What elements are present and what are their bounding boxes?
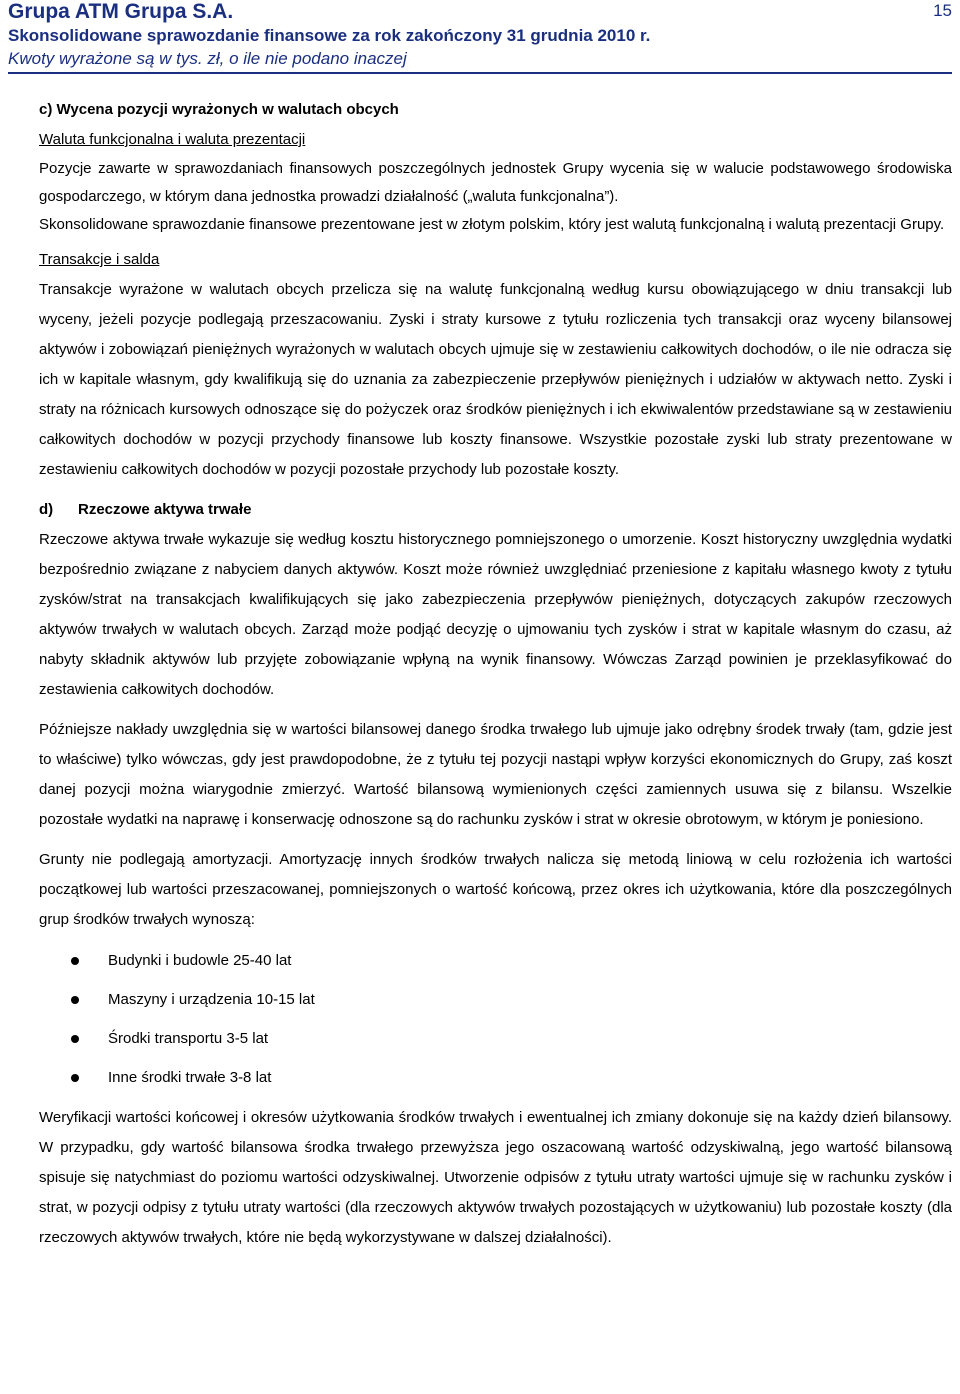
bullet-icon [71,1074,79,1082]
header-rule [8,72,952,74]
section-d-paragraph-2: Późniejsze nakłady uwzględnia się w wartości bilansowej danego środka trwałego lub ujmuje jako odrębny środek trwały (tam, gdzie jest to właściwe) tylko wówczas, gdy jest prawdopodobne, że z tytułu tej pozycji nastąpi wpływ korzyści ekonomicznych do Grupy, zaś koszt danej pozycji można wiarygodnie zmierzyć. Wartość bilansową wymienionych części zamiennych usuwa się z bilansu. Wszelkie pozostałe wydatki na naprawę i konserwację odnoszone są do rachunku zysków i strat w okresie obrotowym, w którym je poniesiono. [39,721,952,828]
section-d-paragraph-3: Grunty nie podlegają amortyzacji. Amortyzację innych środków trwałych nalicza się metodą liniową w celu rozłożenia ich wartości początkowej lub wartości przeszacowanej, pomniejszonych o wartość końcową, przez okres ich użytkowania, które dla poszczególnych grup środków trwałych wynoszą: [39,851,952,928]
list-item: Środki transportu 3-5 lat [39,1019,952,1058]
bullet-icon [71,1035,79,1043]
section-d-number: d) [39,501,54,518]
section-d-paragraph-1: Rzeczowe aktywa trwałe wykazuje się według kosztu historycznego pomniejszonego o umorzenie. Koszt historyczny uwzględnia wydatki bezpośrednio związane z nabyciem danych aktywów. Koszt może również uwzględniać przeniesione z kapitału własnego kwoty z tytułu zysków/strat na transakcjach kwalifikujących się jako zabezpieczenia przepływów pieniężnych, dotyczących zakupów rzeczowych aktywów trwałych w walutach obcych. Zarząd może podjąć decyzję o ujmowaniu tych zysków i strat w kapitale własnym do czasu, aż nabyty składnik aktywów lub przyjęte zobowiązanie wpłyną na wynik finansowy. Wówczas Zarząd powinien je przeklasyfikować do zestawienia całkowitych dochodów. [39,531,952,698]
bullet-icon [71,957,79,965]
list-item: Maszyny i urządzenia 10-15 lat [39,980,952,1019]
section-c-subheading-currency: Waluta funkcjonalna i waluta prezentacji [39,131,306,148]
report-title: Skonsolidowane sprawozdanie finansowe za rok zakończony 31 grudnia 2010 r. [8,26,651,45]
list-item: Inne środki trwałe 3-8 lat [39,1058,952,1097]
section-c-heading: c) Wycena pozycji wyrażonych w walutach obcych [39,101,399,118]
bullet-icon [71,996,79,1004]
depreciation-periods-list [39,941,952,1097]
list-item: Budynki i budowle 25-40 lat [39,941,952,980]
section-c-paragraph-2: Skonsolidowane sprawozdanie finansowe prezentowane jest w złotym polskim, który jest walutą funkcjonalną i walutą prezentacji Grupy. [39,216,945,233]
document-body [39,95,952,1253]
section-c-paragraph-3: Transakcje wyrażone w walutach obcych przelicza się na walutę funkcjonalną według kursu obowiązującego w dniu transakcji lub wyceny, jeżeli pozycje podlegają przeszacowaniu. Zyski i straty kursowe z tytułu rozliczenia tych transakcji oraz wyceny bilansowej aktywów i zobowiązań pieniężnych wyrażonych w walutach obcych ujmuje się w zestawieniu całkowitych dochodów, o ile nie odracza się ich w kapitale własnym, gdy kwalifikują się do uznania za zabezpieczenie przepływów pieniężnych i udziałów w aktywach netto. Zyski i straty na różnicach kursowych odnoszące się do pożyczek oraz środków pieniężnych i ich ekwiwalentów przedstawiane są w zestawieniu całkowitych dochodów w pozycji przychody finansowe lub koszty finansowe. Wszystkie pozostałe zyski lub straty prezentowane w zestawieniu całkowitych dochodów w pozycji pozostałe przychody lub pozostałe koszty. [39,281,952,478]
company-name: Grupa ATM Grupa S.A. [8,0,234,23]
section-c-paragraph-1: Pozycje zawarte w sprawozdaniach finansowych poszczególnych jednostek Grupy wycenia się w walucie podstawowego środowiska gospodarczego, w którym dana jednostka prowadzi działalność („waluta funkcjonalna”). [39,160,952,205]
section-d-paragraph-4: Weryfikacji wartości końcowej i okresów użytkowania środków trwałych i ewentualnej ich zmiany dokonuje się na każdy dzień bilansowy. W przypadku, gdy wartość bilansowa środka trwałego przewyższa jego oszacowaną wartość odzyskiwalną, jego wartość bilansową spisuje się natychmiast do poziomu wartości odzyskiwalnej. Utworzenie odpisów z tytułu utraty wartości ujmuje się w rachunku zysków i strat, w pozycji odpisy z tytułu utraty wartości (dla rzeczowych aktywów trwałych pozostających w użytkowaniu) lub pozostałe koszty (dla rzeczowych aktywów trwałych, które nie będą wykorzystywane w dalszej działalności). [39,1109,952,1246]
units-note: Kwoty wyrażone są w tys. zł, o ile nie podano inaczej [8,49,407,68]
section-d-title: Rzeczowe aktywa trwałe [78,501,252,518]
section-c-subheading-transactions: Transakcje i salda [39,251,160,268]
section-d-heading [39,495,952,525]
page-number: 15 [933,1,952,20]
